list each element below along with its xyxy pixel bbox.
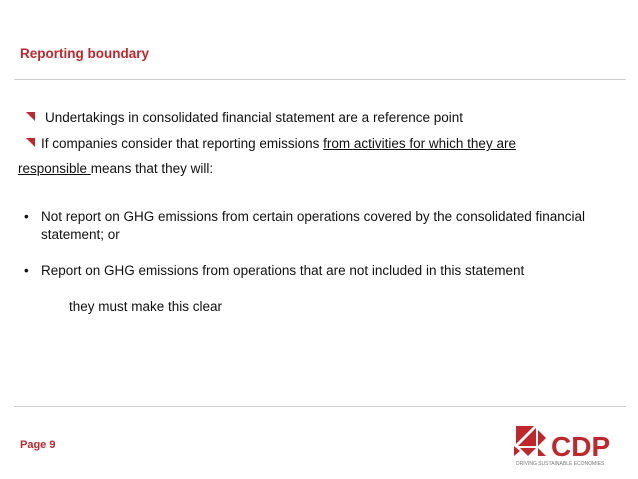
- list-item: [24, 208, 604, 244]
- page-title: Reporting boundary: [20, 46, 149, 61]
- bottom-divider: [14, 406, 626, 407]
- list-item-text: Not report on GHG emissions from certain operations covered by the consolidated financial statement; or: [41, 209, 586, 242]
- bullet-dot: •: [24, 263, 29, 278]
- point-reference: [26, 110, 463, 125]
- conclusion-text: they must make this clear: [69, 299, 223, 314]
- point-responsible-text: If companies consider that reporting emissions: [41, 136, 324, 151]
- cdp-logo: [512, 420, 622, 468]
- red-triangle-icon: [26, 138, 35, 147]
- page-number: Page 9: [20, 439, 56, 451]
- logo-tagline: DRIVING SUSTAINABLE ECONOMIES: [516, 461, 605, 467]
- point-responsible: [26, 136, 516, 151]
- continuation-text: means that they will:: [90, 161, 214, 176]
- bullet-dot: •: [24, 209, 29, 224]
- red-triangle-icon: [26, 112, 35, 121]
- list-item-text: Report on GHG emissions from operations that are not included in this statement: [41, 263, 525, 278]
- top-divider: [14, 79, 626, 80]
- point-responsible-continuation: [18, 161, 213, 176]
- underlined-phrase-end: responsible: [18, 161, 91, 176]
- point-reference-text: Undertakings in consolidated financial statement are a reference point: [45, 110, 463, 125]
- underlined-phrase: from activities for which they are: [323, 136, 516, 151]
- list-item: [24, 262, 604, 280]
- logo-wordmark: CDP: [551, 431, 611, 462]
